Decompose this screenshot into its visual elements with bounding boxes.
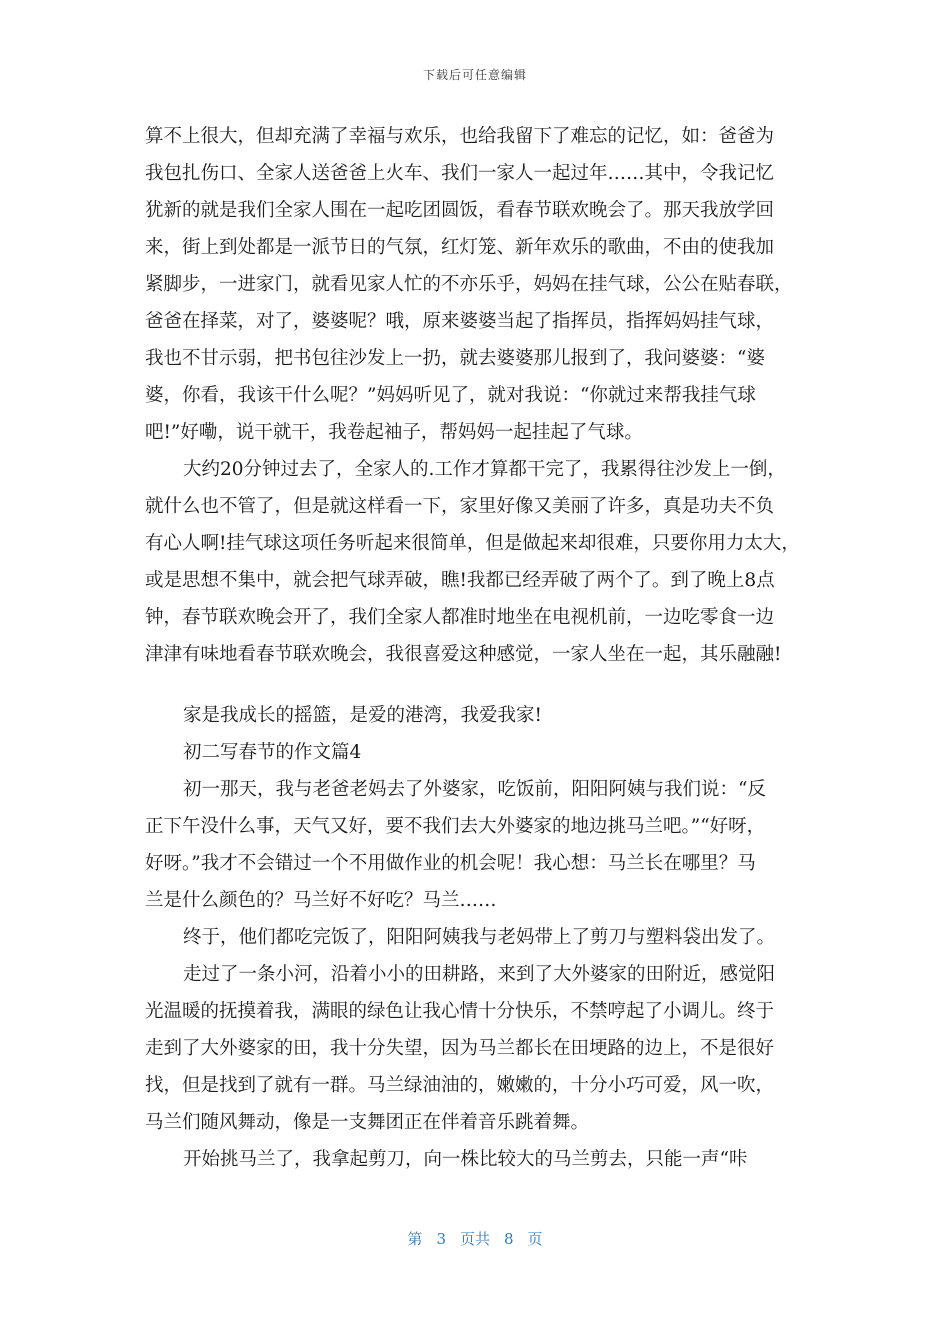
paragraph: [145, 956, 825, 1141]
paragraph: [145, 919, 825, 956]
text-line: 或是思想不集中，就会把气球弄破，瞧!我都已经弄破了两个了。到了晚上8点: [145, 570, 775, 591]
text-line: 我也不甘示弱，把书包往沙发上一扔，就去婆婆那儿报到了，我问婆婆：“婆: [145, 348, 765, 369]
text-line: 光温暖的抚摸着我，满眼的绿色让我心情十分快乐，不禁哼起了小调儿。终于: [145, 1001, 775, 1022]
document-body: [145, 118, 825, 1178]
text-line: 犹新的就是我们全家人围在一起吃团圆饭，看春节联欢晚会了。那天我放学回: [145, 200, 775, 221]
footer-label-end: 页: [527, 1230, 543, 1248]
footer-label-of: 页共: [459, 1230, 490, 1248]
page-footer: [0, 1228, 950, 1249]
text-line: 走到了大外婆家的田，我十分失望，因为马兰都长在田埂路的边上，不是很好: [145, 1038, 775, 1059]
text-line: 爸爸在择菜，对了，婆婆呢？哦，原来婆婆当起了指挥员，指挥妈妈挂气球，: [145, 311, 775, 332]
text-line: 钟，春节联欢晚会开了，我们全家人都准时地坐在电视机前，一边吃零食一边: [145, 607, 775, 628]
text-line: 初二写春节的作文篇4: [183, 742, 362, 763]
footer-label-page: 第: [407, 1230, 423, 1248]
text-line: 找，但是找到了就有一群。马兰绿油油的，嫩嫩的，十分小巧可爱，风一吹，: [145, 1075, 775, 1096]
text-line: 家是我成长的摇篮，是爱的港湾，我爱我家!: [183, 705, 542, 726]
text-line: 津津有味地看春节联欢晚会，我很喜爱这种感觉，一家人坐在一起，其乐融融!: [145, 644, 782, 665]
paragraph: [145, 451, 825, 673]
text-line: 好呀。”我才不会错过一个不用做作业的机会呢！我心想：马兰长在哪里？马: [145, 853, 756, 874]
paragraph: [145, 771, 825, 919]
paragraph: [145, 118, 825, 451]
footer-current-page: 3: [436, 1230, 446, 1248]
paragraph-spacer: [145, 673, 825, 697]
page-header: 下载后可任意编辑: [422, 68, 527, 82]
text-line: 算不上很大，但却充满了幸福与欢乐，也给我留下了难忘的记忆，如：爸爸为: [145, 126, 775, 147]
text-line: 就什么也不管了，但是就这样看一下，家里好像又美丽了许多，真是功夫不负: [145, 496, 775, 517]
text-line: 大约20分钟过去了，全家人的.工作才算都干完了，我累得往沙发上一倒，: [183, 459, 786, 480]
text-line: 马兰们随风舞动，像是一支舞团正在伴着音乐跳着舞。: [145, 1112, 590, 1133]
paragraph: [145, 734, 825, 771]
text-line: 开始挑马兰了，我拿起剪刀，向一株比较大的马兰剪去，只能一声“咔: [183, 1149, 748, 1170]
footer-total-pages: 8: [504, 1230, 514, 1248]
text-line: 吧!”好嘞，说干就干，我卷起袖子，帮妈妈一起挂起了气球。: [145, 422, 643, 443]
text-line: 紧脚步，一进家门，就看见家人忙的不亦乐乎，妈妈在挂气球，公公在贴春联，: [145, 274, 793, 295]
text-line: 来，街上到处都是一派节日的气氛，红灯笼、新年欢乐的歌曲，不由的使我加: [145, 237, 775, 258]
text-line: 婆，你看，我该干什么呢？”妈妈听见了，就对我说：“你就过来帮我挂气球: [145, 385, 756, 406]
text-line: 正下午没什么事，天气又好，要不我们去大外婆家的地边挑马兰吧。”“好呀，: [145, 816, 766, 837]
text-line: 初一那天，我与老爸老妈去了外婆家，吃饭前，阳阳阿姨与我们说：“反: [183, 779, 766, 800]
text-line: 兰是什么颜色的？马兰好不好吃？马兰……: [145, 890, 497, 911]
text-line: 终于，他们都吃完饭了，阳阳阿姨我与老妈带上了剪刀与塑料袋出发了。: [183, 927, 776, 948]
paragraph: [145, 1141, 825, 1178]
paragraph: [145, 697, 825, 734]
text-line: 我包扎伤口、全家人送爸爸上火车、我们一家人一起过年……其中，令我记忆: [145, 163, 775, 184]
text-line: 有心人啊!挂气球这项任务听起来很简单，但是做起来却很难，只要你用力太大，: [145, 533, 800, 554]
text-line: 走过了一条小河，沿着小小的田耕路，来到了大外婆家的田附近，感觉阳: [183, 964, 776, 985]
